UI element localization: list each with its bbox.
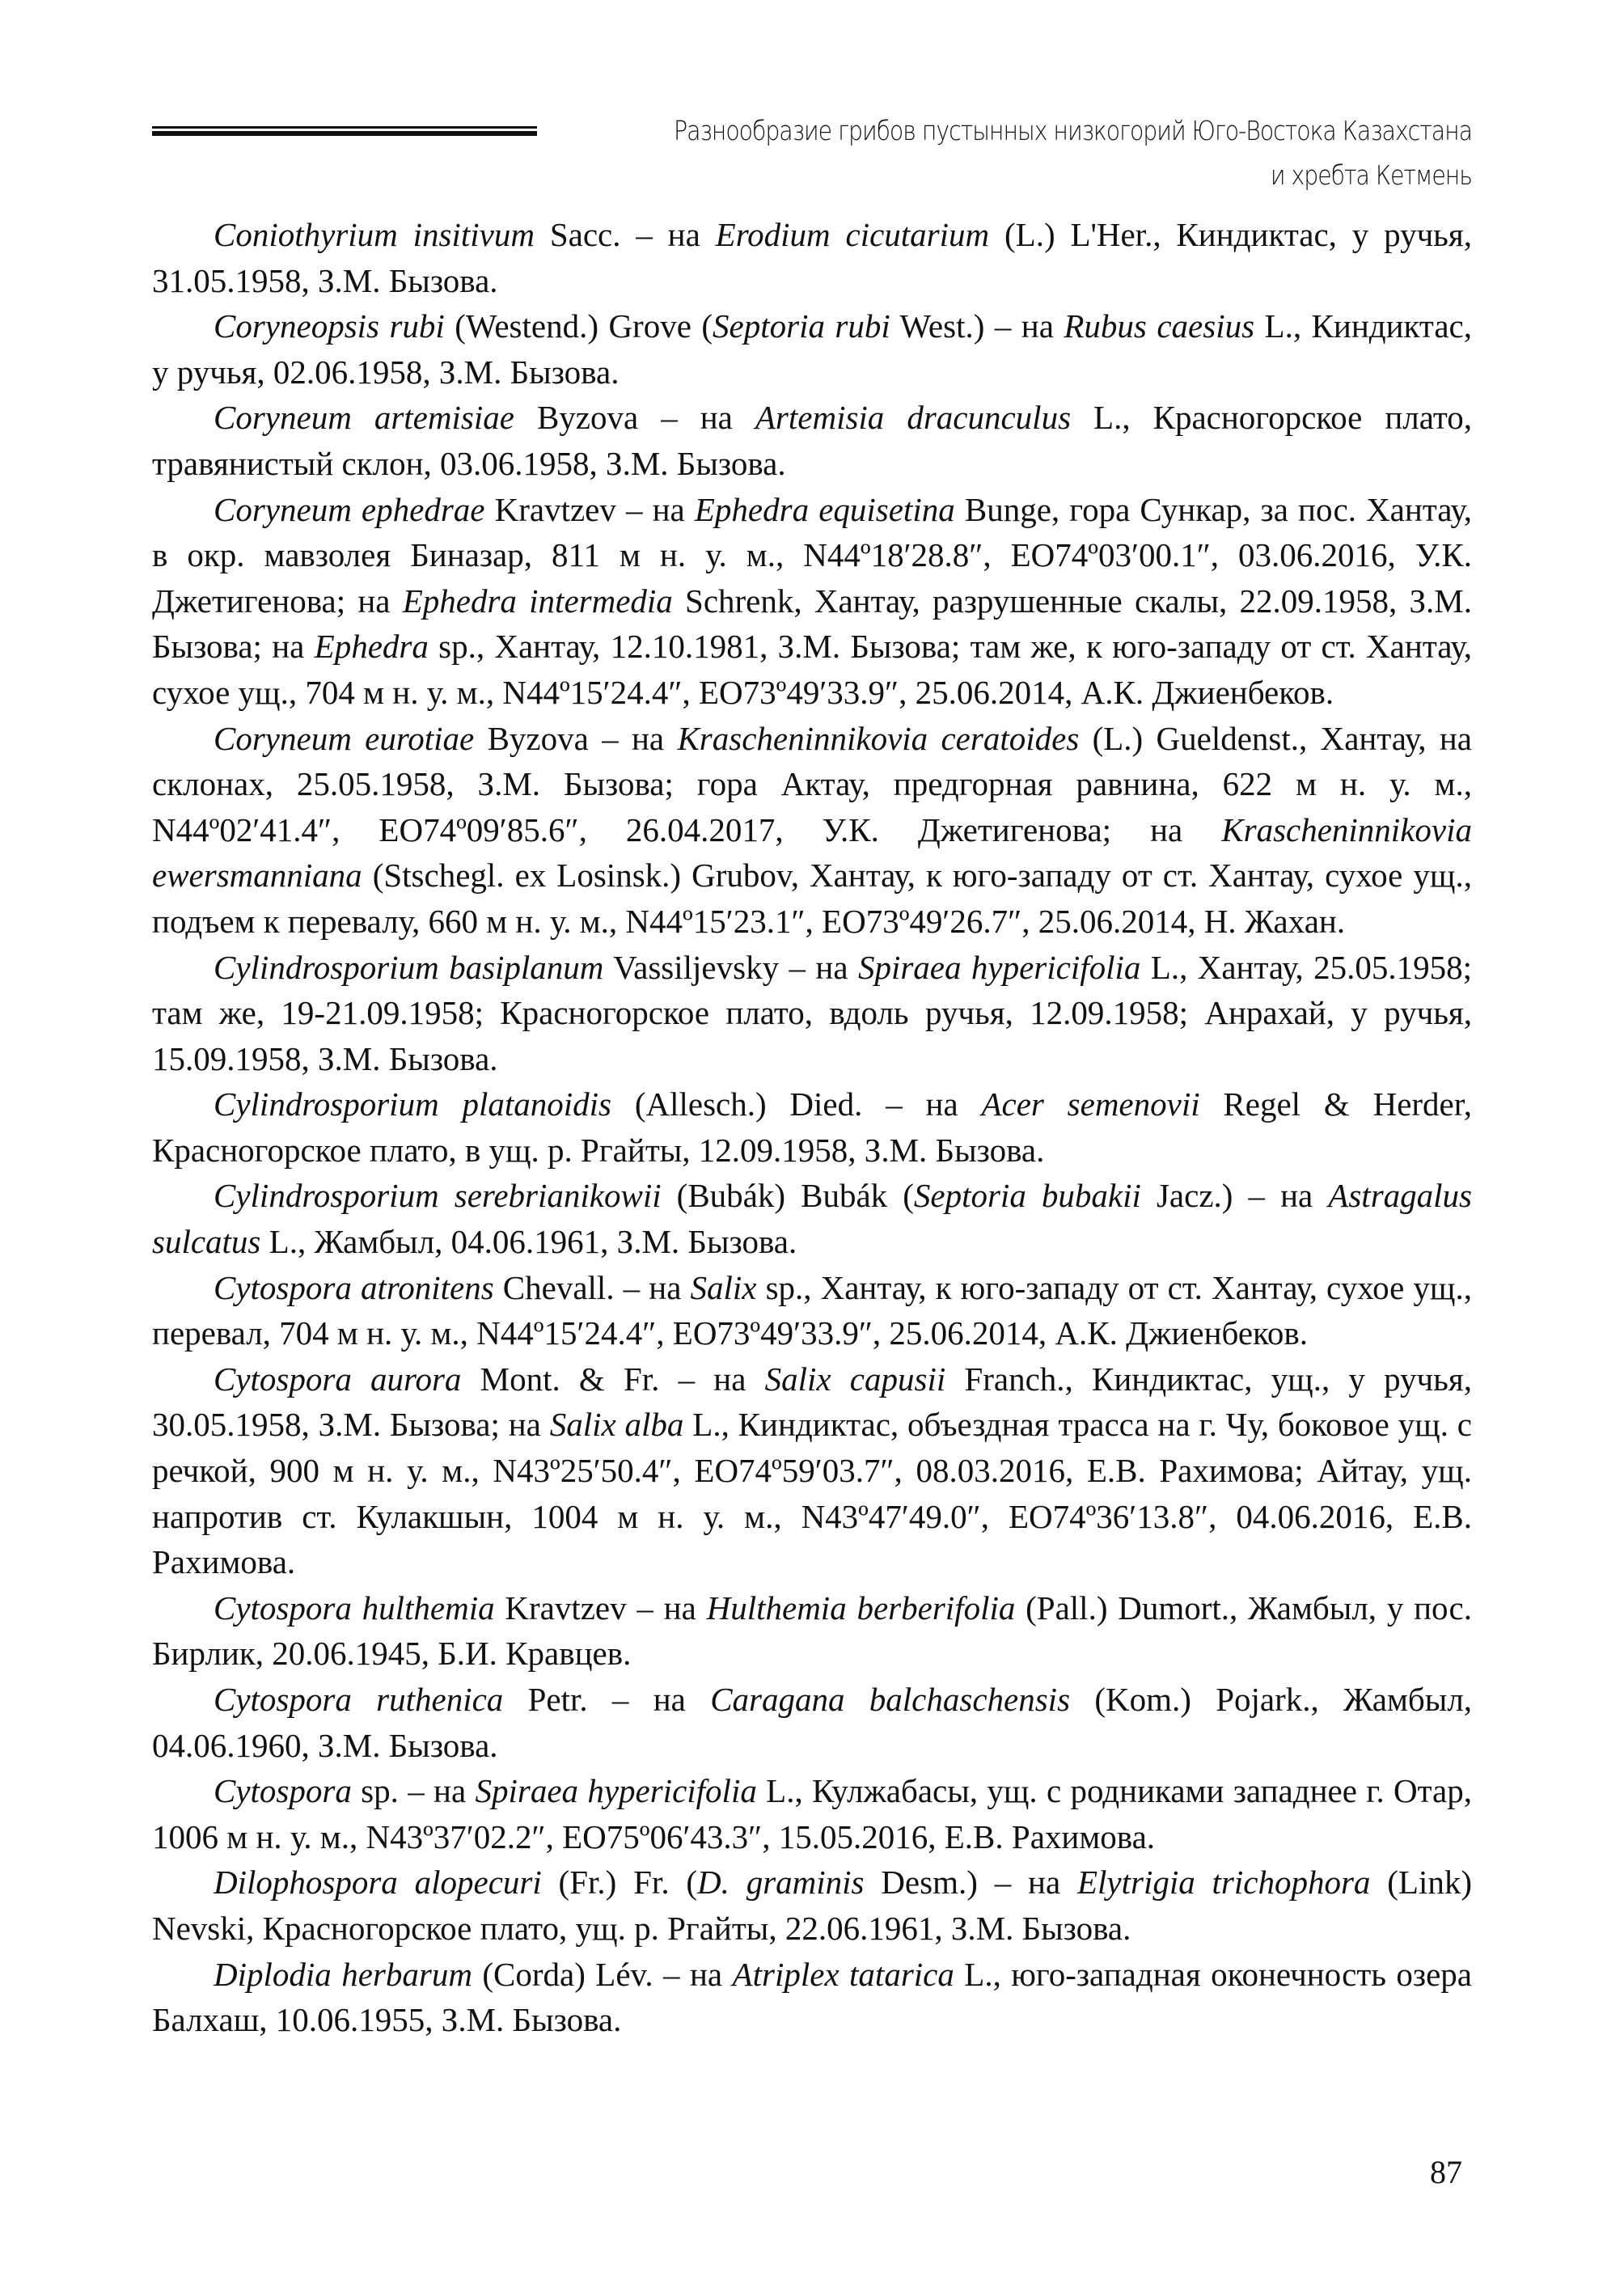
entry-text: (Pall.) Dumort., Жамбыл, у пос. Бирлик, 20.06.1945, Б.И. Кравцев.	[152, 1589, 1473, 1673]
species-entry	[152, 716, 1472, 945]
taxon-name: Cytospora	[214, 1772, 352, 1810]
taxon-name: Ephedra intermedia	[402, 582, 673, 620]
entry-text: Chevall. – на	[493, 1268, 691, 1306]
species-entry	[152, 1677, 1472, 1768]
entry-text: Kravtzev – на	[484, 490, 695, 528]
taxon-name: Krascheninnikovia ceratoides	[677, 719, 1080, 757]
entry-text: L., Жамбыл, 04.06.1961, З.М. Бызова.	[260, 1223, 797, 1261]
entry-text: sp., Хантау, к юго-западу от ст. Хантау, сухое ущ., перевал, 704 м н. у. м., N44º15′24.4″, ЕО73º49′33.9″, 25.06.2014, А.К. Джиенбеков.	[152, 1268, 1473, 1352]
entry-text: L., Кулжабасы, ущ. с родниками западнее г. Отар, 1006 м н. у. м., N43º37′02.2″, ЕО75º06′43.3″, 15.05.2016, Е.В. Рахимова.	[152, 1772, 1472, 1855]
taxon-name: Krascheninnikovia ewersmanniana	[152, 810, 1472, 895]
entry-text: (Bubák) Bubák (	[661, 1177, 914, 1215]
taxon-name: Cytospora ruthenica	[214, 1681, 504, 1718]
taxon-name: Ephedra	[314, 628, 429, 666]
species-entry	[152, 487, 1472, 716]
taxon-name: Septoria bubakii	[913, 1177, 1141, 1215]
taxon-name: Astragalus sulcatus	[152, 1177, 1472, 1261]
taxon-name: Coryneum artemisiae	[214, 399, 514, 437]
entry-text: (Link) Nevski, Красногорское плато, ущ. р. Ргайты, 22.06.1961, З.М. Бызова.	[152, 1864, 1472, 1947]
species-entry	[152, 945, 1472, 1082]
taxon-name: Cytospora atronitens	[214, 1268, 494, 1306]
taxon-name: Ephedra equisetina	[694, 490, 955, 528]
taxon-name: Spiraea hypericifolia	[475, 1772, 757, 1810]
species-entry	[152, 1859, 1472, 1951]
taxon-name: Caragana balchaschensis	[710, 1681, 1071, 1718]
entry-text: (Allesch.) Died. – на	[611, 1085, 982, 1123]
taxon-name: Cylindrosporium basiplanum	[214, 948, 604, 986]
taxon-name: Coryneum eurotiae	[214, 719, 475, 757]
taxon-name: Septoria rubi	[713, 307, 890, 345]
running-title-line-2: и хребта Кетмень	[1270, 159, 1472, 191]
taxon-name: Atriplex tatarica	[732, 1955, 954, 1993]
entry-text: (Fr.) Fr. (	[541, 1864, 698, 1902]
entry-text: sp. – на	[351, 1772, 476, 1810]
taxon-name: Salix alba	[549, 1406, 684, 1444]
entry-text: (L.) Gueldenst., Хантау, на склонах, 25.05.1958, З.М. Бызова; гора Актау, предгорная равнина, 622 м н. у. м., N44º02′41.4″, ЕО74º09′85.6″, 26.04.2017, У.К. Джетигенова; на	[152, 719, 1472, 848]
entry-text: West.) – на	[890, 307, 1064, 345]
species-entry	[152, 303, 1472, 395]
species-entry	[152, 1265, 1472, 1356]
taxon-name: Dilophospora alopecuri	[214, 1864, 542, 1902]
entry-text: Byzova – на	[514, 399, 755, 437]
taxon-name: Salix capusii	[764, 1360, 946, 1398]
species-entry	[152, 1081, 1472, 1173]
taxon-name: Coryneopsis rubi	[214, 307, 445, 345]
taxon-name: Elytrigia trichophora	[1076, 1864, 1371, 1902]
entry-text: sp., Хантау, 12.10.1981, З.М. Бызова; там же, к юго-западу от ст. Хантау, сухое ущ., 704 м н. у. м., N44º15′24.4″, ЕО73º49′33.9″, 25.06.2014, А.К. Джиенбеков.	[152, 628, 1472, 711]
entry-text: L., Киндиктас, объездная трасса на г. Чу, боковое ущ. с речкой, 900 м н. у. м., N43º25′50.4″, ЕО74º59′03.7″, 08.03.2016, Е.В. Рахимова; Айтау, ущ. напротив ст. Кулакшын, 1004 м н. у. м., N43º47′49.0″, ЕО74º36′13.8″, 04.06.2016, Е.В. Рахимова.	[152, 1406, 1472, 1581]
running-header	[152, 104, 1472, 201]
taxon-name: Acer semenovii	[981, 1085, 1200, 1123]
taxon-name: Artemisia dracunculus	[755, 399, 1072, 437]
taxon-name: Diplodia herbarum	[214, 1955, 472, 1993]
entry-text: L., юго-западная оконечность озера Балхаш, 10.06.1955, З.М. Бызова.	[152, 1955, 1472, 2039]
taxon-name: Cytospora hulthemia	[214, 1589, 495, 1627]
header-rule-thick	[152, 131, 537, 136]
entry-text: Vassiljevsky – на	[603, 948, 858, 986]
entry-text: L., Хантау, 25.05.1958; там же, 19-21.09.1958; Красногорское плато, вдоль ручья, 12.09.1958; Анрахай, у ручья, 15.09.1958, З.М. Бызова.	[152, 948, 1472, 1077]
header-double-rule	[152, 126, 537, 137]
entry-text: Desm.) – на	[864, 1864, 1077, 1902]
taxon-name: Cylindrosporium platanoidis	[214, 1085, 612, 1123]
entry-text: (Corda) Lév. – на	[472, 1955, 733, 1993]
species-entry	[152, 1356, 1472, 1585]
entry-text: L., Красногорское плато, травянистый склон, 03.06.1958, З.М. Бызова.	[152, 399, 1472, 482]
species-list	[152, 212, 1472, 2043]
entry-text: Sacc. – на	[534, 216, 716, 253]
taxon-name: Cylindrosporium serebrianikowii	[214, 1177, 662, 1215]
entry-text: (Westend.) Grove (	[444, 307, 713, 345]
page-number: 87	[1430, 2154, 1462, 2190]
entry-text: Petr. – на	[503, 1681, 711, 1718]
species-entry	[152, 212, 1472, 303]
taxon-name: Erodium cicutarium	[715, 216, 990, 253]
taxon-name: Hulthemia berberifolia	[706, 1589, 1016, 1627]
taxon-name: Salix	[690, 1268, 757, 1306]
species-entry	[152, 1768, 1472, 1859]
entry-text: Byzova – на	[474, 719, 678, 757]
taxon-name: Cytospora aurora	[214, 1360, 462, 1398]
entry-text: (Stschegl. ex Losinsk.) Grubov, Хантау, к юго-западу от ст. Хантау, сухое ущ., подъем к перевалу, 660 м н. у. м., N44º15′23.1″, ЕО73º49′26.7″, 25.06.2014, Н. Жахан.	[152, 857, 1472, 940]
taxon-name: Coryneum ephedrae	[214, 490, 485, 528]
entry-text: (L.) L'Her., Киндиктас, у ручья, 31.05.1958, З.М. Бызова.	[152, 216, 1472, 299]
running-title-line-1: Разнообразие грибов пустынных низкогорий Юго-Востока Казахстана	[674, 115, 1472, 146]
species-entry	[152, 1173, 1472, 1264]
entry-text: Franch., Киндиктас, ущ., у ручья, 30.05.1958, З.М. Бызова; на	[152, 1360, 1472, 1444]
header-rule-thin	[152, 126, 537, 129]
entry-text: (Kom.) Pojark., Жамбыл, 04.06.1960, З.М. Бызова.	[152, 1681, 1473, 1764]
entry-text: L., Киндиктас, у ручья, 02.06.1958, З.М. Бызова.	[152, 307, 1472, 391]
taxon-name: Coniothyrium insitivum	[214, 216, 535, 253]
entry-text: Schrenk, Хантау, разрушенные скалы, 22.09.1958, З.М. Бызова; на	[152, 582, 1472, 666]
taxon-name: D. graminis	[697, 1864, 865, 1902]
entry-text: Regel & Herder, Красногорское плато, в ущ. р. Ргайты, 12.09.1958, З.М. Бызова.	[152, 1085, 1473, 1169]
entry-text: Jacz.) – на	[1140, 1177, 1329, 1215]
species-entry	[152, 1952, 1472, 2043]
species-entry	[152, 1585, 1472, 1677]
running-title	[637, 108, 1472, 197]
entry-text: Kravtzev – на	[494, 1589, 707, 1627]
species-entry	[152, 395, 1472, 486]
entry-text: Mont. & Fr. – на	[461, 1360, 765, 1398]
taxon-name: Spiraea hypericifolia	[857, 948, 1141, 986]
entry-text: Bunge, гора Сункар, за пос. Хантау, в окр. мавзолея Биназар, 811 м н. у. м., N44º18′28.8″, ЕО74º03′00.1″, 03.06.2016, У.К. Джетигенова; на	[152, 490, 1473, 620]
taxon-name: Rubus caesius	[1064, 307, 1255, 345]
